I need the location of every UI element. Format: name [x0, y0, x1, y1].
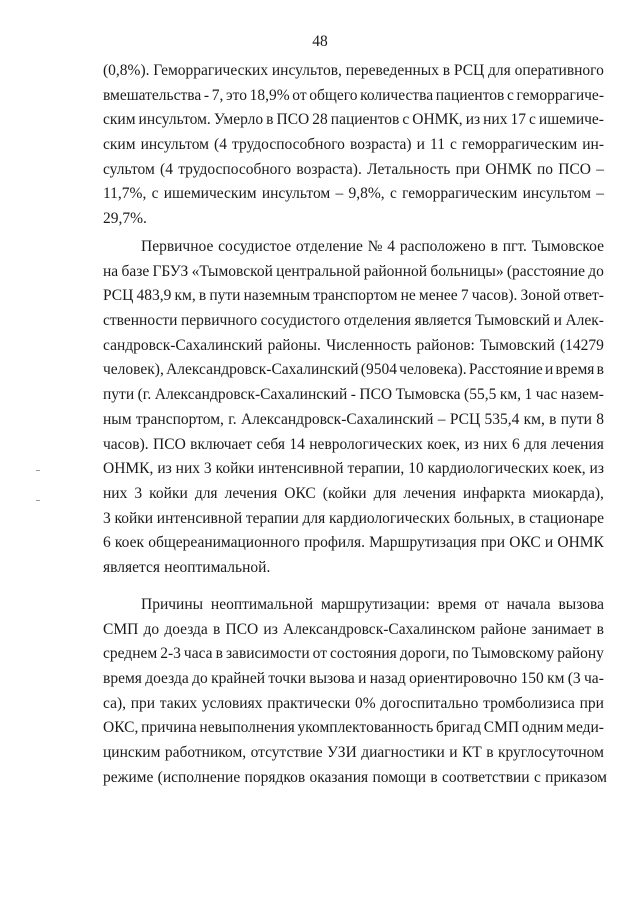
text-line: СМП до доезда в ПСО из Александровск-Сахалинском районе занимает в [103, 620, 604, 638]
text-line: человек), Александровск-Сахалинский (9504 человека). Расстояние и время в [103, 361, 604, 379]
text-line: ским инсультом. Умерло в ПСО 28 пациентов с ОНМК, из них 17 с ишемиче- [103, 111, 604, 129]
text-line: ОНМК, из них 3 койки интенсивной терапии, 10 кардиологических коек, из [103, 460, 604, 478]
text-line: среднем 2-3 часа в зависимости от состояния дороги, по Тымовскому району [103, 645, 604, 663]
text-line: Причины неоптимальной маршрутизации: время от начала вызова [141, 596, 604, 613]
text-line: пути (г. Александровск-Сахалинский - ПСО Тымовска (55,5 км, 1 час назем- [103, 386, 604, 404]
text-line: Первичное сосудистое отделение № 4 расположено в пгт. Тымовское [141, 238, 604, 255]
text-line: са), при таких условиях практически 0% догоспитально тромболизиса при [103, 694, 604, 712]
text-line: ским инсультом (4 трудоспособного возраста) и 11 с геморрагическим ин- [103, 136, 604, 154]
text-line: ственности первичного сосудистого отделения является Тымовский и Алек- [103, 312, 604, 330]
text-line: часов). ПСО включает себя 14 неврологических коек, из них 6 для лечения [103, 435, 604, 453]
text-line: 3 койки интенсивной терапии для кардиологических больных, в стационаре [103, 509, 604, 527]
page-number: 48 [312, 33, 328, 50]
text-line: них 3 койки для лечения ОКС (койки для лечения инфаркта миокарда), [103, 484, 604, 502]
scan-margin-mark [36, 500, 40, 501]
paragraph-2 [103, 235, 604, 581]
text-line: 29,7%. [103, 210, 147, 228]
text-line: является неоптимальной. [103, 558, 271, 576]
text-line: сультом (4 трудоспособного возраста). Летальность при ОНМК по ПСО – [103, 160, 604, 178]
text-line: 6 коек общереанимационного профиля. Маршрутизация при ОКС и ОНМК [103, 534, 604, 552]
scan-margin-mark [36, 470, 40, 471]
paragraph-3 [103, 593, 607, 791]
text-line: ным транспортом, г. Александровск-Сахалинский – РСЦ 535,4 км, в пути 8 [103, 410, 604, 428]
text-line: 11,7%, с ишемическим инсультом – 9,8%, с геморрагическим инсультом – [103, 185, 604, 203]
text-line: ОКС, причина невыполнения укомплектованность бригад СМП одним меди- [103, 719, 604, 737]
text-line: РСЦ 483,9 км, в пути наземным транспортом не менее 7 часов). Зоной ответ- [103, 287, 604, 305]
text-line: цинским работником, отсутствие УЗИ диагностики и КТ в круглосуточном [103, 744, 604, 762]
text-line: (0,8%). Геморрагических инсультов, переведенных в РСЦ для оперативного [103, 62, 604, 79]
text-line: на базе ГБУЗ «Тымовской центральной районной больницы» (расстояние до [103, 262, 604, 280]
paragraph-1 [103, 59, 604, 232]
text-line: режиме (исполнение порядков оказания помощи в соответствии с приказом [103, 768, 607, 786]
text-line: время доезда до крайней точки вызова и назад ориентировочно 150 км (3 ча- [103, 670, 604, 688]
text-line: сандровск-Сахалинский районы. Численность районов: Тымовский (14279 [103, 336, 604, 354]
text-line: вмешательства - 7, это 18,9% от общего количества пациентов с геморрагиче- [103, 86, 604, 104]
